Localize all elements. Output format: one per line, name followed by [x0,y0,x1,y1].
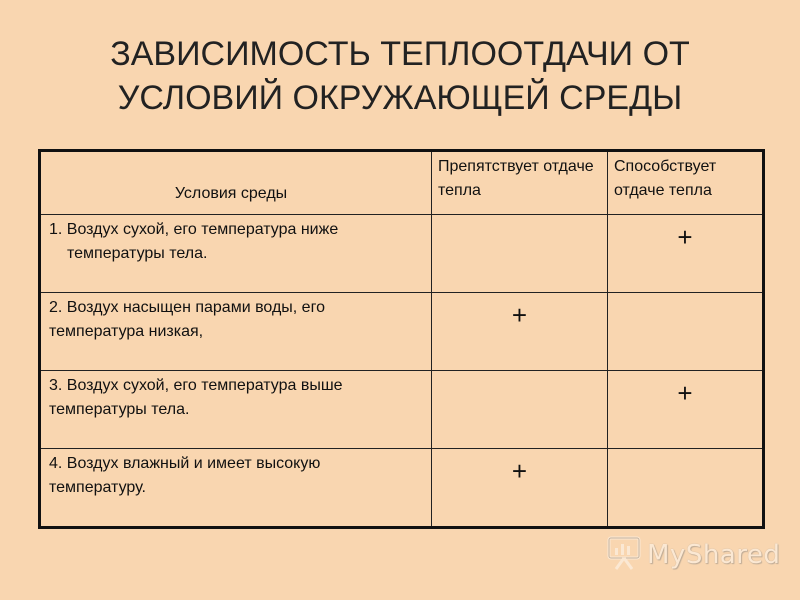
row-4-hinders [432,449,608,528]
plus-mark [432,215,607,224]
table-row [40,449,764,528]
row-3-condition: 3. Воздух сухой, его температура выше температуры тела. [40,371,432,449]
header-promotes: Способствует отдаче тепла [608,151,764,215]
row-3-hinders [432,371,608,449]
slide-title [0,32,800,120]
table-header-row [40,151,764,215]
watermark-text: MyShared [647,540,781,570]
plus-mark [432,371,607,380]
table-row [40,371,764,449]
row-1-hinders [432,215,608,293]
row-4-promotes [608,449,764,528]
header-conditions: Условия среды [40,151,432,215]
plus-mark: + [677,378,693,408]
slide-title-line-1: ЗАВИСИМОСТЬ ТЕПЛООТДАЧИ ОТ [110,35,690,73]
row-4-condition: 4. Воздух влажный и имеет высокую температуру. [40,449,432,528]
row-2-promotes [608,293,764,371]
table-row [40,293,764,371]
plus-mark [608,449,762,458]
conditions-table [38,149,765,529]
row-3-promotes [608,371,764,449]
row-2-hinders [432,293,608,371]
myshared-watermark [607,535,780,575]
header-hinders: Препятствует отдаче тепла [432,151,608,215]
row-1-promotes [608,215,764,293]
table-row [40,215,764,293]
slide-title-line-2: УСЛОВИЙ ОКРУЖАЮЩЕЙ СРЕДЫ [117,79,683,117]
row-2-condition: 2. Воздух насыщен парами воды, его температура низкая, [40,293,432,371]
plus-mark: + [511,300,528,330]
plus-mark: + [677,222,693,252]
presentation-board-icon [607,535,641,576]
row-1-condition: 1. Воздух сухой, его температура ниже температуры тела. [40,215,432,293]
plus-mark [608,293,762,302]
plus-mark: + [511,456,528,486]
